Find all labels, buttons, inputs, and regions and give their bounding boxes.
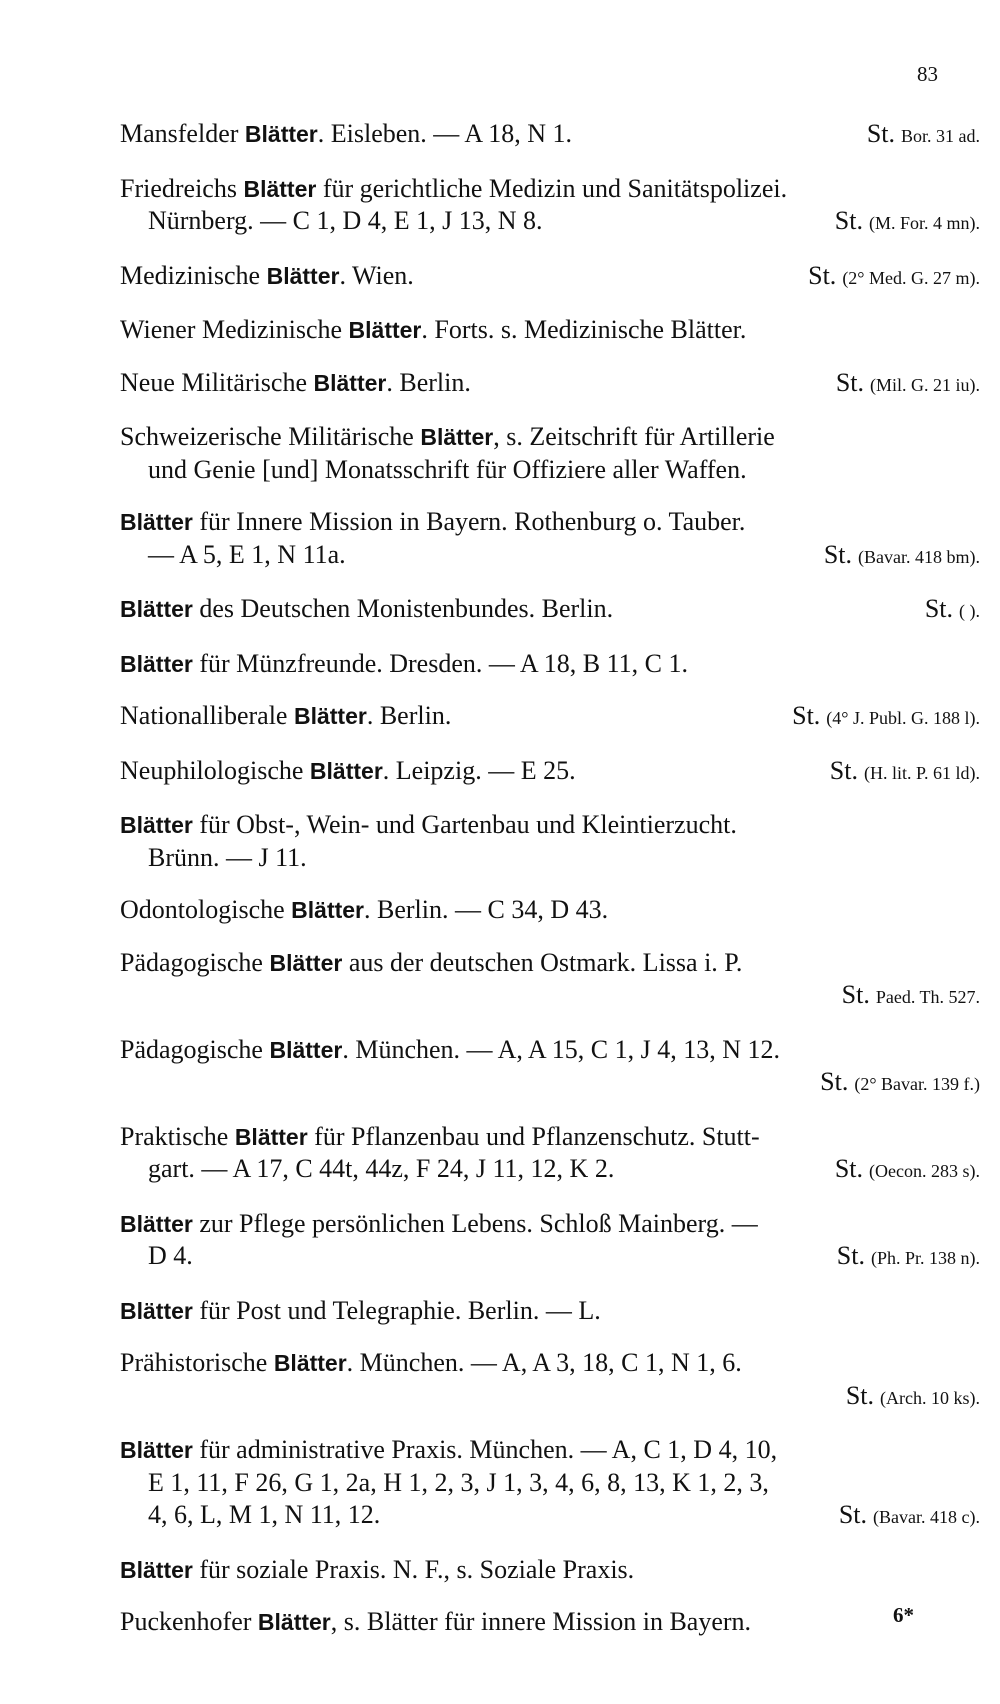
entry-line xyxy=(120,421,980,454)
entry-line xyxy=(120,367,980,402)
keyword: Blätter xyxy=(120,650,193,677)
entry-text xyxy=(120,314,746,347)
entry-line xyxy=(120,314,980,347)
entry-line xyxy=(120,1153,980,1188)
entry-text xyxy=(120,118,572,153)
keyword: Blätter xyxy=(120,812,193,838)
shelfmark xyxy=(792,700,980,735)
entry-text xyxy=(120,367,471,402)
text-run: für administrative Praxis. München. — A, C 1, D 4, 10, xyxy=(192,1435,778,1464)
entry-text xyxy=(120,700,451,735)
shelfmark-signature: (Bavar. 418 bm). xyxy=(858,546,980,567)
bibliography-entry xyxy=(120,1554,980,1587)
shelfmark-prefix: St. xyxy=(845,1380,875,1410)
entry-line xyxy=(120,1467,980,1500)
bibliography-entry xyxy=(120,894,980,927)
entry-line xyxy=(120,1380,980,1415)
entry-text xyxy=(120,809,737,842)
shelfmark xyxy=(808,260,980,295)
shelfmark xyxy=(842,979,980,1014)
text-run: Odontologische xyxy=(120,895,292,924)
text-run: . Berlin. xyxy=(366,701,452,730)
shelfmark-signature: (Bavar. 418 c). xyxy=(873,1507,980,1527)
entry-text xyxy=(148,454,747,487)
shelfmark xyxy=(867,118,980,153)
bibliography-entry xyxy=(120,173,980,240)
entry-line xyxy=(120,1295,980,1328)
entry-line xyxy=(120,539,980,574)
entry-line xyxy=(120,1240,980,1275)
text-run: gart. — A 17, C 44t, 44z, F 24, J 11, 12, K 2. xyxy=(148,1154,615,1183)
text-run: — A 5, E 1, N 11a. xyxy=(148,539,346,569)
bibliography-entry xyxy=(120,118,980,153)
keyword: Blätter xyxy=(234,1123,308,1150)
keyword: Blätter xyxy=(244,121,318,147)
shelfmark-prefix: St. xyxy=(834,206,863,235)
entry-text xyxy=(120,260,414,295)
bibliography-entry xyxy=(120,700,980,735)
keyword: Blätter xyxy=(293,703,367,729)
entry-line xyxy=(120,648,980,681)
shelfmark xyxy=(925,593,980,628)
keyword: Blätter xyxy=(120,1556,193,1583)
text-run: Prähistorische xyxy=(120,1348,274,1377)
text-run: . Berlin. — C 34, D 43. xyxy=(364,895,609,924)
text-run: Puckenhofer xyxy=(120,1607,258,1636)
shelfmark-signature: Bor. 31 ad. xyxy=(901,126,980,146)
text-run: Pädagogische xyxy=(120,947,270,977)
entry-line xyxy=(120,842,980,875)
bibliography-entry xyxy=(120,1606,980,1639)
keyword: Blätter xyxy=(120,1210,193,1237)
entry-text xyxy=(120,1347,742,1380)
text-run: . Eisleben. — A 18, N 1. xyxy=(317,119,572,148)
text-run: . Forts. s. Medizinische Blätter. xyxy=(421,315,747,344)
keyword: Blätter xyxy=(120,1297,193,1324)
text-run: 4, 6, L, M 1, N 11, 12. xyxy=(148,1500,381,1529)
entry-text xyxy=(120,506,745,539)
keyword: Blätter xyxy=(269,949,343,976)
text-run: Neue Militärische xyxy=(120,367,314,397)
shelfmark-signature: (Arch. 10 ks). xyxy=(880,1387,980,1408)
entry-text xyxy=(120,1606,751,1639)
keyword: Blätter xyxy=(420,424,494,450)
shelfmark-signature: (Ph. Pr. 138 n). xyxy=(870,1248,980,1268)
text-run: des Deutschen Monistenbundes. Berlin. xyxy=(192,594,614,623)
bibliography-entry xyxy=(120,260,980,295)
entry-line xyxy=(120,593,980,628)
bibliography-entry xyxy=(120,1295,980,1328)
keyword: Blätter xyxy=(120,1437,193,1463)
text-run: für gerichtliche Medizin und Sanitätspolizei. xyxy=(316,173,788,203)
text-run: Mansfelder xyxy=(120,119,245,148)
entry-line xyxy=(120,979,980,1014)
bibliography-entry xyxy=(120,506,980,573)
shelfmark xyxy=(839,1499,980,1534)
shelfmark-signature: ( ). xyxy=(959,601,980,621)
shelfmark xyxy=(837,1240,980,1275)
entry-text xyxy=(120,1434,777,1467)
entry-text xyxy=(120,421,775,454)
text-run: Nürnberg. — C 1, D 4, E 1, J 13, N 8. xyxy=(148,206,543,235)
shelfmark-signature: (4° J. Publ. G. 188 l). xyxy=(826,708,980,728)
page-number: 83 xyxy=(917,62,938,86)
text-run: Neuphilologische xyxy=(120,755,310,785)
shelfmark xyxy=(836,367,980,402)
entry-line xyxy=(120,809,980,842)
entry-line xyxy=(120,1208,980,1241)
entry-text xyxy=(120,173,787,206)
text-run: für Post und Telegraphie. Berlin. — L. xyxy=(192,1295,601,1325)
bibliography-entry xyxy=(120,421,980,486)
shelfmark-prefix: St. xyxy=(836,1241,865,1270)
bibliography-entry xyxy=(120,314,980,347)
shelfmark xyxy=(835,205,980,240)
entry-text xyxy=(120,894,608,927)
entry-text xyxy=(148,539,346,574)
bibliography-entry xyxy=(120,648,980,681)
entry-line xyxy=(120,755,980,790)
shelfmark-prefix: St. xyxy=(829,755,858,785)
keyword: Blätter xyxy=(313,369,387,396)
entry-line xyxy=(120,894,980,927)
text-run: Schweizerische Militärische xyxy=(120,422,421,451)
shelfmark xyxy=(835,1153,980,1188)
text-run: , s. Zeitschrift für Artillerie xyxy=(493,422,775,451)
shelfmark-signature: (2° Med. G. 27 m). xyxy=(842,267,980,288)
text-run: . Leipzig. — E 25. xyxy=(382,755,576,785)
text-run: Praktische xyxy=(120,1121,235,1151)
shelfmark xyxy=(846,1380,980,1415)
entry-line xyxy=(120,1434,980,1467)
shelfmark-prefix: St. xyxy=(808,260,837,290)
text-run: Medizinische xyxy=(120,260,267,290)
shelfmark-prefix: St. xyxy=(866,119,895,148)
entry-line xyxy=(120,1554,980,1587)
shelfmark-signature: (Oecon. 283 s). xyxy=(869,1161,980,1181)
shelfmark-prefix: St. xyxy=(834,1154,864,1183)
text-run: . Wien. xyxy=(339,260,414,290)
text-run: für soziale Praxis. N. F., s. Soziale Praxis. xyxy=(192,1554,635,1584)
text-run: für Pflanzenbau und Pflanzenschutz. Stutt- xyxy=(307,1121,760,1151)
shelfmark-prefix: St. xyxy=(792,701,821,730)
bibliography-entry xyxy=(120,367,980,402)
text-run: Pädagogische xyxy=(120,1034,270,1064)
entry-line xyxy=(120,454,980,487)
keyword: Blätter xyxy=(120,509,193,535)
text-run: und Genie [und] Monatsschrift für Offiziere aller Waffen. xyxy=(148,454,747,484)
text-run: Nationalliberale xyxy=(120,701,294,730)
entry-line xyxy=(120,260,980,295)
shelfmark-signature: (H. lit. P. 61 ld). xyxy=(863,762,980,783)
keyword: Blätter xyxy=(257,1609,331,1635)
text-run: für Obst-, Wein- und Gartenbau und Kleintierzucht. xyxy=(192,810,737,839)
entry-line xyxy=(120,1121,980,1154)
keyword: Blätter xyxy=(309,757,383,784)
text-run: Wiener Medizinische xyxy=(120,315,349,344)
entry-line xyxy=(120,700,980,735)
shelfmark-prefix: St. xyxy=(823,539,853,569)
shelfmark-signature: (2° Bavar. 139 f.) xyxy=(854,1074,980,1094)
keyword: Blätter xyxy=(266,262,340,289)
entry-line xyxy=(120,1034,980,1067)
shelfmark-prefix: St. xyxy=(835,367,864,397)
shelfmark-prefix: St. xyxy=(838,1500,868,1529)
entry-line xyxy=(120,1066,980,1101)
bibliography-entry xyxy=(120,755,980,790)
keyword: Blätter xyxy=(120,596,193,622)
text-run: für Innere Mission in Bayern. Rothenburg o. Tauber. xyxy=(192,507,746,536)
bibliography-entry xyxy=(120,947,980,1014)
bibliography-entry xyxy=(120,593,980,628)
shelfmark xyxy=(820,1066,980,1101)
entry-line xyxy=(120,1606,980,1639)
bibliography-entry xyxy=(120,1034,980,1101)
shelfmark xyxy=(824,539,980,574)
text-run: für Münzfreunde. Dresden. — A 18, B 11, C 1. xyxy=(192,648,688,678)
text-run: . München. — A, A 3, 18, C 1, N 1, 6. xyxy=(346,1348,742,1377)
text-run: . München. — A, A 15, C 1, J 4, 13, N 12. xyxy=(342,1034,781,1064)
entry-text xyxy=(148,1240,193,1275)
text-run: , s. Blätter für innere Mission in Bayern. xyxy=(330,1607,752,1636)
entry-text xyxy=(148,1499,380,1534)
keyword: Blätter xyxy=(269,1036,343,1063)
entry-text xyxy=(148,205,543,240)
entry-text xyxy=(148,1153,614,1188)
shelfmark-prefix: St. xyxy=(924,594,953,623)
keyword: Blätter xyxy=(273,1350,347,1376)
text-run: Friedreichs xyxy=(120,173,244,203)
entry-text xyxy=(120,1034,780,1067)
entry-line xyxy=(120,173,980,206)
shelfmark-signature: (M. For. 4 mn). xyxy=(868,213,980,233)
shelfmark-prefix: St. xyxy=(841,980,870,1009)
entry-text xyxy=(120,755,576,790)
entry-line xyxy=(120,1499,980,1534)
text-run: D 4. xyxy=(148,1241,193,1270)
bibliography-entry xyxy=(120,1121,980,1188)
entry-text xyxy=(148,842,307,875)
bibliography-entry xyxy=(120,809,980,874)
entry-text xyxy=(120,1208,758,1241)
entry-text xyxy=(120,593,613,628)
shelfmark xyxy=(830,755,980,790)
text-run: Brünn. — J 11. xyxy=(148,842,307,872)
bibliography-entry xyxy=(120,1434,980,1534)
bibliography-entries xyxy=(120,118,980,1659)
entry-text xyxy=(120,1554,634,1587)
bibliography-entry xyxy=(120,1208,980,1275)
entry-line xyxy=(120,118,980,153)
bibliography-entry xyxy=(120,1347,980,1414)
entry-text xyxy=(120,648,688,681)
shelfmark-signature: (Mil. G. 21 iu). xyxy=(870,374,980,395)
signature-mark: 6* xyxy=(893,1603,914,1627)
keyword: Blätter xyxy=(291,897,365,923)
text-run: E 1, 11, F 26, G 1, 2a, H 1, 2, 3, J 1, 3, 4, 6, 8, 13, K 1, 2, 3, xyxy=(148,1467,769,1497)
text-run: zur Pflege persönlichen Lebens. Schloß Mainberg. — xyxy=(192,1208,758,1238)
entry-line xyxy=(120,205,980,240)
text-run: . Berlin. xyxy=(386,367,471,397)
shelfmark-prefix: St. xyxy=(820,1067,849,1096)
entry-text xyxy=(120,1121,760,1154)
entry-line xyxy=(120,506,980,539)
text-run: aus der deutschen Ostmark. Lissa i. P. xyxy=(342,947,743,977)
entry-line xyxy=(120,1347,980,1380)
keyword: Blätter xyxy=(243,175,317,202)
entry-text xyxy=(120,1295,601,1328)
entry-text xyxy=(148,1467,769,1500)
entry-text xyxy=(120,947,742,980)
shelfmark-signature: Paed. Th. 527. xyxy=(875,987,980,1007)
entry-line xyxy=(120,947,980,980)
keyword: Blätter xyxy=(348,317,422,343)
